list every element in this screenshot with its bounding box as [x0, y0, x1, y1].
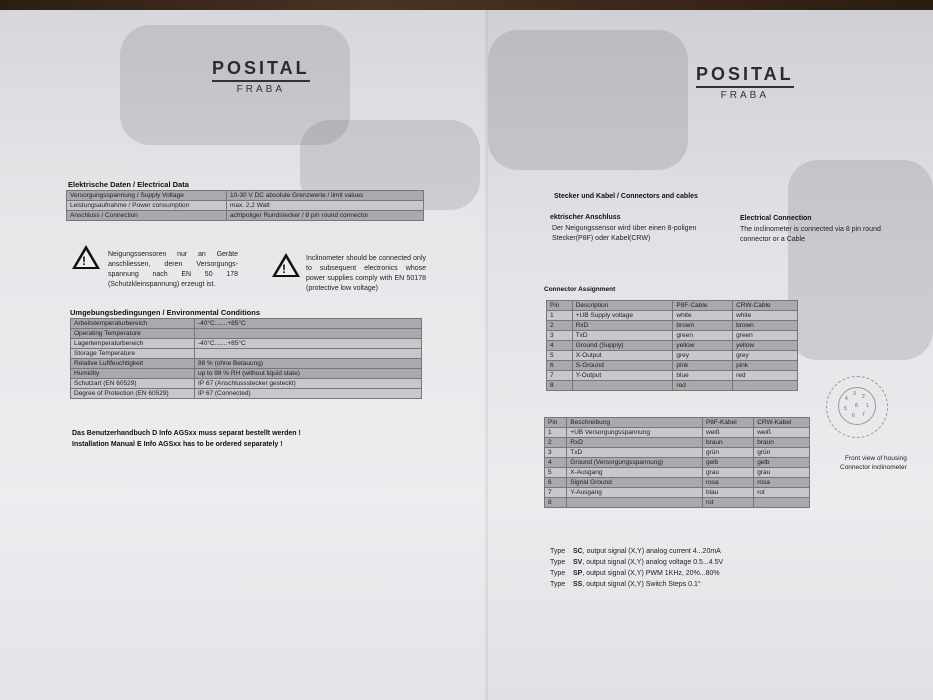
table-row: [547, 301, 798, 311]
table-cell: gelb: [754, 458, 810, 468]
table-cell: max. 2,2 Watt: [227, 201, 424, 211]
connector-table-en: [546, 300, 798, 391]
table-cell: 3: [545, 448, 567, 458]
table-cell: Beschreibung: [567, 418, 703, 428]
table-row: [547, 361, 798, 371]
table-cell: 7: [547, 371, 573, 381]
table-cell: Versorgungsspannung / Supply Voltage: [67, 191, 227, 201]
en-connection-text: The inclinometer is connected via 8 pin round connector or a Cable: [740, 226, 881, 243]
manual-note-en: Installation Manual E Info AGSxx has to be ordered separately !: [72, 441, 283, 448]
table-cell: Leistungsaufnahme / Power consumption: [67, 201, 227, 211]
table-cell: Degree of Protection (EN 60529): [71, 389, 195, 399]
table-cell: 3: [547, 331, 573, 341]
table-row: [547, 311, 798, 321]
table-cell: [733, 381, 798, 391]
table-cell: +UB Supply voltage: [572, 311, 673, 321]
type-text: , output signal (X,Y) analog current 4...20mA: [582, 548, 721, 555]
table-cell: weiß: [702, 428, 753, 438]
table-cell: achtpoliger Rundstecker / 8 pin round connector: [227, 211, 424, 221]
table-cell: -40°C.......+85°C: [195, 319, 422, 329]
type-text: , output signal (X,Y) analog voltage 0.5...4.5V: [582, 559, 724, 566]
housing-caption-line-2: Connector inclinometer: [840, 464, 907, 471]
table-cell: 2: [547, 321, 573, 331]
table-row: [547, 331, 798, 341]
type-text: , output signal (X,Y) Switch Steps 0.1°: [582, 581, 701, 588]
table-cell: grau: [754, 468, 810, 478]
table-row: [71, 389, 422, 399]
table-cell: [567, 498, 703, 508]
table-cell: up to 98 % RH (without liquid state): [195, 369, 422, 379]
pin-label: 8: [855, 403, 858, 409]
table-row: [71, 369, 422, 379]
en-connection-heading: Electrical Connection: [740, 215, 812, 222]
table-row: [547, 341, 798, 351]
table-cell: P8F-Cable: [673, 301, 733, 311]
table-cell: rosa: [702, 478, 753, 488]
connector-assignment-heading: Connector Assignment: [544, 286, 616, 293]
pin-label: 7: [862, 412, 865, 418]
pin-label: 4: [845, 396, 848, 402]
table-cell: 5: [547, 351, 573, 361]
type-sv-row: [550, 559, 723, 566]
table-cell: Relative Luftfeuchtigkeit: [71, 359, 195, 369]
pin-label: 1: [866, 403, 869, 409]
table-row: [71, 349, 422, 359]
warning-text-en: Inclinometer should be connected only to subsequent electronics whose power supplies comply with EN 50178 (protective low voltage): [306, 255, 426, 292]
pin-label: 2: [862, 394, 865, 400]
table-cell: 4: [545, 458, 567, 468]
table-cell: 1: [545, 428, 567, 438]
type-text: , output signal (X,Y) PWM 1KHz, 20%...80%: [582, 570, 720, 577]
table-cell: +UB Versorgungsspannung: [567, 428, 703, 438]
shadow-overlay: [788, 160, 933, 360]
left-page: [0, 10, 490, 700]
table-row: [545, 488, 810, 498]
table-row: [545, 428, 810, 438]
housing-caption: [840, 454, 907, 472]
table-cell: pink: [733, 361, 798, 371]
table-cell: 1: [547, 311, 573, 321]
manual-note-de: Das Benutzerhandbuch D Info AGSxx muss separat bestellt werden !: [72, 430, 301, 437]
table-row: [545, 438, 810, 448]
electrical-data-table: [66, 190, 424, 221]
table-cell: rot: [702, 498, 753, 508]
pin-label: 5: [844, 406, 847, 412]
type-label: Type: [550, 559, 566, 566]
type-ss-row: [550, 581, 701, 588]
type-label: Type: [550, 548, 566, 555]
table-cell: -40°C.......+85°C: [195, 339, 422, 349]
type-code: SP: [572, 570, 583, 577]
pin-label: 6: [852, 413, 855, 419]
logo-sub: FRABA: [236, 84, 285, 95]
logo-sub: FRABA: [720, 90, 769, 101]
table-cell: weiß: [754, 428, 810, 438]
table-cell: RxD: [572, 321, 673, 331]
warning-text-de: Neigungssensoren nur an Geräte anschliessen, deren Versorgungs-spannung nach EN 50 178 (Schutzkleinspannung) erzeugt ist.: [108, 251, 238, 288]
posital-logo: [696, 64, 794, 101]
table-cell: white: [673, 311, 733, 321]
table-row: [547, 321, 798, 331]
table-cell: 8: [545, 498, 567, 508]
type-code: SC: [572, 548, 583, 555]
table-cell: white: [733, 311, 798, 321]
connectors-heading: Stecker und Kabel / Connectors and cables: [554, 193, 698, 200]
table-cell: Schutzart (EN 60529): [71, 379, 195, 389]
table-cell: rosa: [754, 478, 810, 488]
table-cell: Operating Temperature: [71, 329, 195, 339]
table-row: [545, 468, 810, 478]
table-cell: X-Output: [572, 351, 673, 361]
logo-brand: POSITAL: [212, 58, 310, 82]
table-row: [71, 379, 422, 389]
table-cell: P8F-Kabel: [702, 418, 753, 428]
table-cell: green: [673, 331, 733, 341]
logo-brand: POSITAL: [696, 64, 794, 88]
table-cell: TxD: [572, 331, 673, 341]
table-cell: braun: [754, 438, 810, 448]
table-cell: IP 67 (Anschlussstecker gesteckt): [195, 379, 422, 389]
table-cell: [195, 329, 422, 339]
connector-table-de: [544, 417, 810, 508]
table-cell: rot: [754, 488, 810, 498]
table-cell: S-Ground: [572, 361, 673, 371]
exclamation-icon: !: [282, 262, 286, 276]
table-cell: blau: [702, 488, 753, 498]
table-cell: 4: [547, 341, 573, 351]
table-cell: RxD: [567, 438, 703, 448]
table-cell: Description: [572, 301, 673, 311]
table-cell: brown: [673, 321, 733, 331]
table-cell: CRW-Cable: [733, 301, 798, 311]
de-connection-text: Der Neigungssensor wird über einen 8-poligen Stecker(P8F) oder Kabel(CRW): [552, 225, 697, 242]
table-row: [547, 371, 798, 381]
table-cell: red: [673, 381, 733, 391]
table-row: [71, 339, 422, 349]
type-sp-row: [550, 570, 720, 577]
table-cell: red: [733, 371, 798, 381]
table-cell: Humidity: [71, 369, 195, 379]
right-page: [488, 10, 933, 700]
table-cell: [572, 381, 673, 391]
table-cell: 10-30 V DC absolute Grenzwerte / limit values: [227, 191, 424, 201]
table-row: [71, 329, 422, 339]
electrical-data-heading: Elektrische Daten / Electrical Data: [68, 180, 189, 189]
type-sc-row: [550, 548, 721, 555]
table-cell: 5: [545, 468, 567, 478]
pin-label: 3: [853, 391, 856, 397]
table-cell: Pin: [547, 301, 573, 311]
table-cell: Signal Ground: [567, 478, 703, 488]
table-cell: 2: [545, 438, 567, 448]
table-row: [545, 478, 810, 488]
table-cell: blue: [673, 371, 733, 381]
table-cell: green: [733, 331, 798, 341]
table-cell: yellow: [673, 341, 733, 351]
table-row: [71, 319, 422, 329]
table-cell: 7: [545, 488, 567, 498]
type-code: SV: [572, 559, 583, 566]
table-cell: Anschluss / Connection: [67, 211, 227, 221]
table-row: [545, 498, 810, 508]
table-cell: Ground (Supply): [572, 341, 673, 351]
table-cell: grau: [702, 468, 753, 478]
posital-logo: [212, 58, 310, 95]
type-label: Type: [550, 570, 566, 577]
housing-caption-line-1: Front view of housing: [845, 455, 907, 462]
table-cell: [754, 498, 810, 508]
table-cell: Storage Temperature: [71, 349, 195, 359]
table-cell: pink: [673, 361, 733, 371]
table-cell: CRW-Kabel: [754, 418, 810, 428]
table-cell: Y-Ausgang: [567, 488, 703, 498]
environmental-heading: Umgebungsbedingungen / Environmental Conditions: [70, 308, 260, 317]
table-cell: Lagertemperaturbereich: [71, 339, 195, 349]
table-cell: braun: [702, 438, 753, 448]
de-connection-heading: ektrischer Anschluss: [550, 214, 621, 221]
environmental-table: [70, 318, 422, 399]
table-cell: 6: [545, 478, 567, 488]
table-cell: TxD: [567, 448, 703, 458]
table-row: [67, 211, 424, 221]
table-row: [67, 191, 424, 201]
table-cell: IP 67 (Connected): [195, 389, 422, 399]
table-cell: gelb: [702, 458, 753, 468]
table-row: [547, 351, 798, 361]
shadow-overlay: [488, 30, 688, 170]
table-row: [67, 201, 424, 211]
type-code: SS: [572, 581, 583, 588]
table-cell: Ground (Versorgungsspannung): [567, 458, 703, 468]
table-cell: grün: [702, 448, 753, 458]
table-cell: 8: [547, 381, 573, 391]
table-cell: brown: [733, 321, 798, 331]
table-cell: 98 % (ohne Betauung): [195, 359, 422, 369]
table-cell: 6: [547, 361, 573, 371]
table-cell: [195, 349, 422, 359]
table-cell: Y-Output: [572, 371, 673, 381]
table-row: [547, 381, 798, 391]
table-cell: Pin: [545, 418, 567, 428]
table-cell: grey: [733, 351, 798, 361]
table-row: [545, 418, 810, 428]
table-row: [545, 458, 810, 468]
exclamation-icon: !: [82, 254, 86, 268]
table-cell: X-Ausgang: [567, 468, 703, 478]
table-cell: grey: [673, 351, 733, 361]
table-cell: grün: [754, 448, 810, 458]
table-row: [545, 448, 810, 458]
table-cell: Arbeitstemperaturbereich: [71, 319, 195, 329]
type-label: Type: [550, 581, 566, 588]
table-cell: yellow: [733, 341, 798, 351]
table-row: [71, 359, 422, 369]
